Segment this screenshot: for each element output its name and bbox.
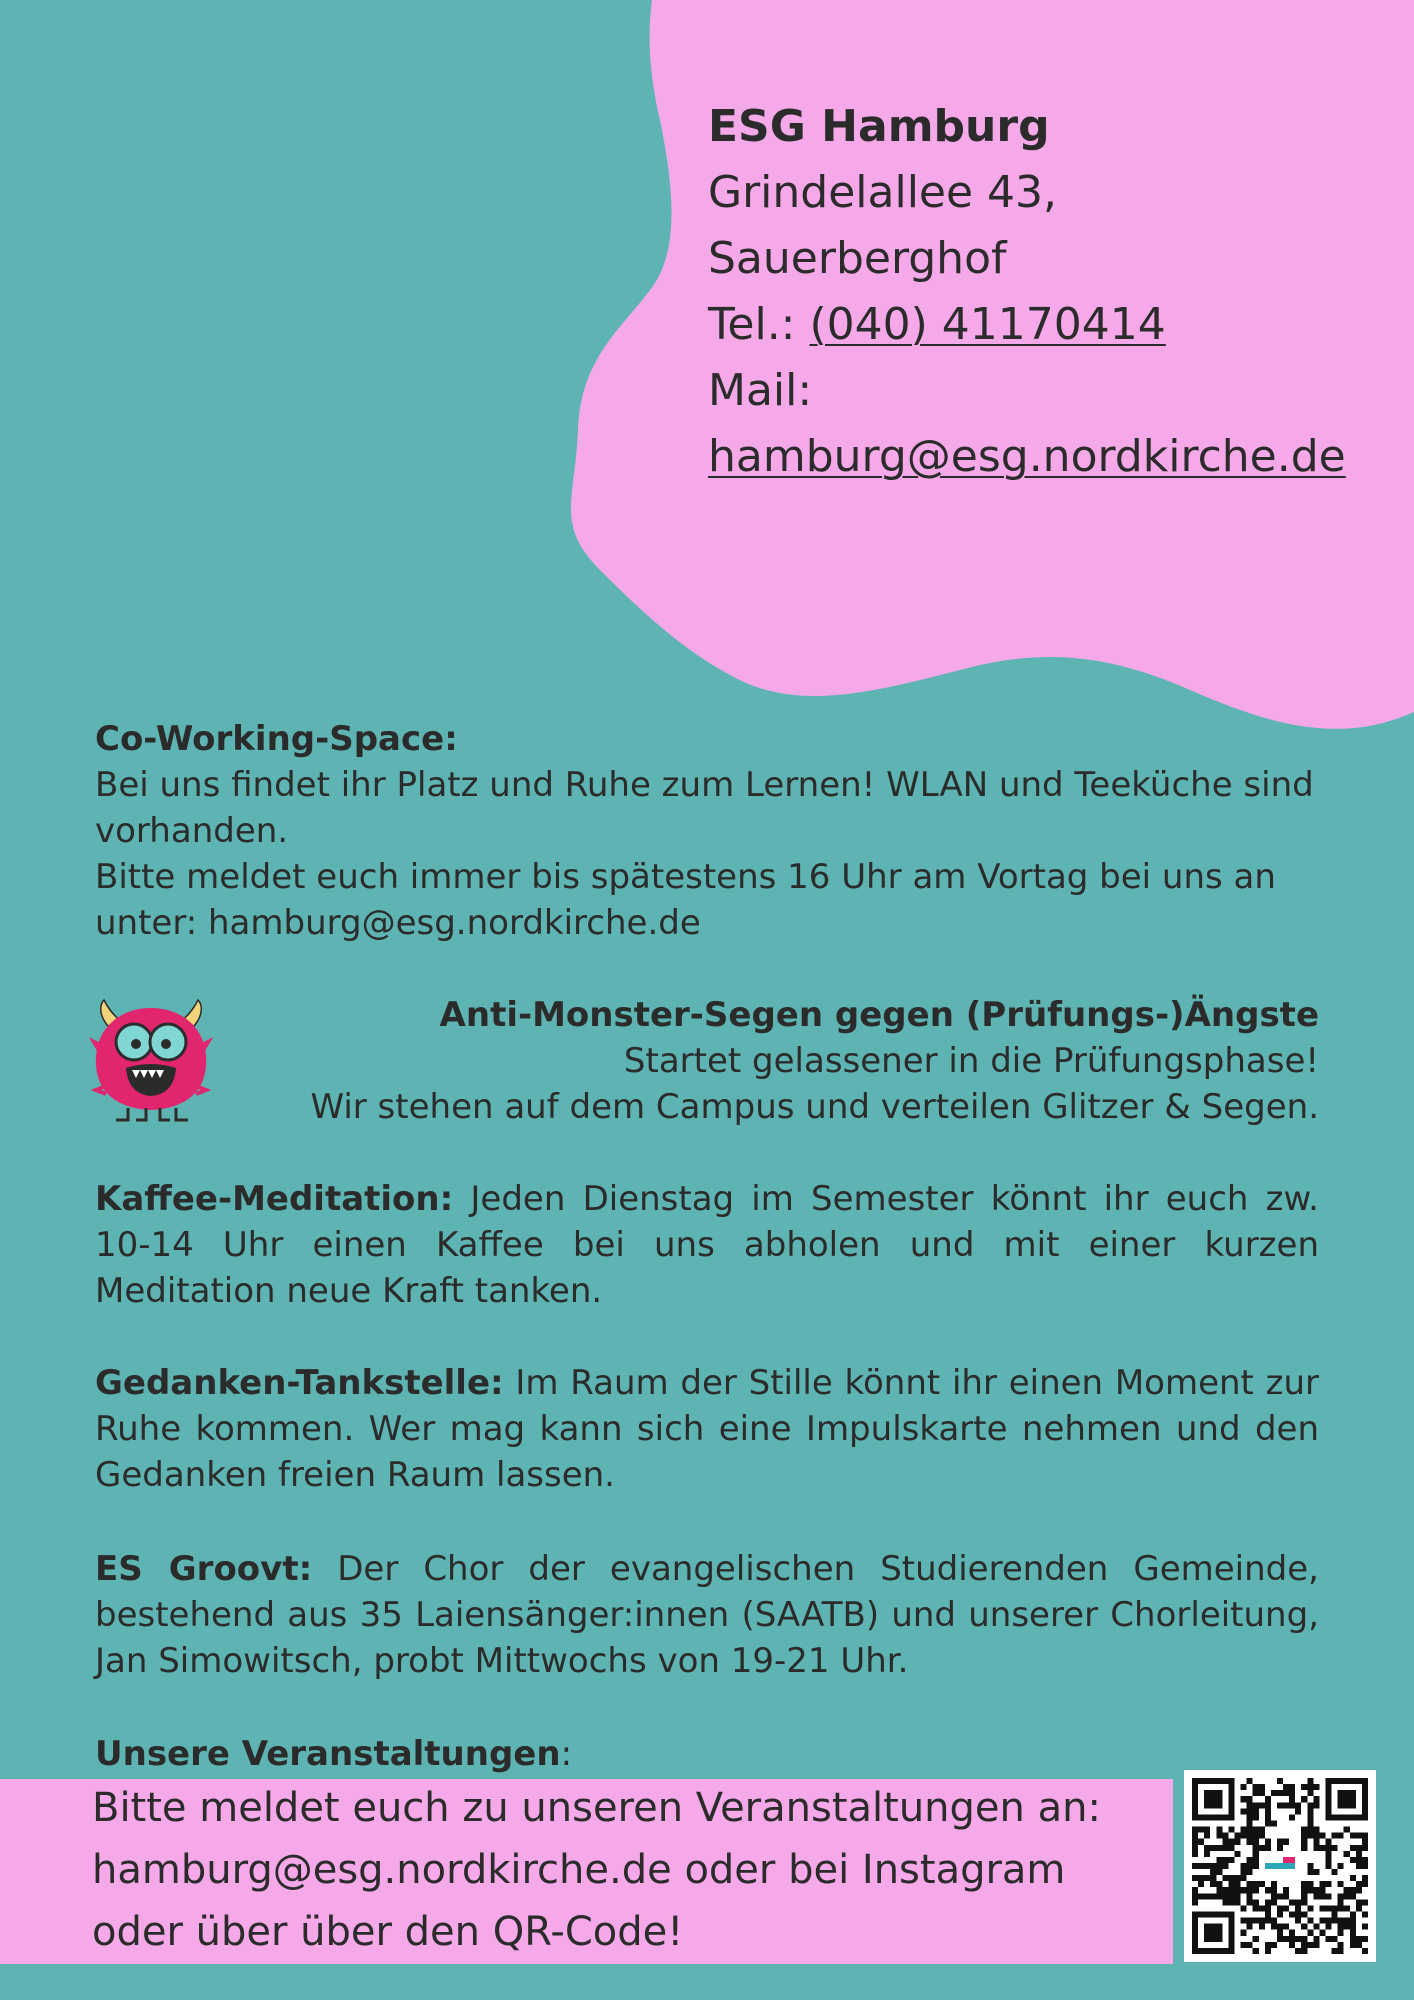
kaffee-text: Jeden Dienstag im Semester könnt ihr euch zw. 10-14 Uhr einen Kaffee bei uns abholen und mit einer kurzen Meditation neue Kraft tanken. (95, 1179, 1319, 1311)
qr-code-icon[interactable] (1192, 1778, 1368, 1954)
anti-monster-text-1: Startet gelassener in die Prüfungsphase! (623, 1041, 1319, 1081)
groovt-section (95, 1546, 1319, 1684)
qr-code-box[interactable] (1184, 1770, 1376, 1962)
events-heading: Unsere Veranstaltungen (95, 1734, 561, 1774)
footer-text (92, 1777, 1162, 1963)
tankstelle-section (95, 1360, 1319, 1498)
coworking-text-1: Bei uns findet ihr Platz und Ruhe zum Lernen! WLAN und Teeküche sind vorhanden. (95, 765, 1314, 851)
footer-line-3: oder über über den QR-Code! (92, 1909, 684, 1955)
kaffee-section (95, 1176, 1319, 1314)
email-link[interactable]: hamburg@esg.nordkirche.de (708, 431, 1346, 482)
anti-monster-section (95, 992, 1319, 1130)
groovt-heading: ES Groovt: (95, 1549, 313, 1589)
groovt-text: Der Chor der evangelischen Studierenden Gemeinde, bestehend aus 35 Laiensänger:innen (SAATB) und unserer Chorleitung, Jan Simowitsch, probt Mittwochs von 19-21 Uhr. (95, 1549, 1319, 1681)
mail-line (708, 424, 1398, 490)
coworking-heading: Co-Working-Space: (95, 719, 458, 759)
anti-monster-heading: Anti-Monster-Segen gegen (Prüfungs-)Ängste (439, 995, 1319, 1035)
footer-line-1: Bitte meldet euch zu unseren Veranstaltungen an: (92, 1785, 1101, 1831)
kaffee-heading: Kaffee-Meditation: (95, 1179, 454, 1219)
building-name: Sauerberghof (708, 233, 1007, 284)
tankstelle-text: Im Raum der Stille könnt ihr einen Moment zur Ruhe kommen. Wer mag kann sich eine Impulskarte nehmen und den Gedanken freien Raum lassen. (95, 1363, 1319, 1495)
phone-line (708, 292, 1398, 358)
coworking-text-2: Bitte meldet euch immer bis spätestens 16 Uhr am Vortag bei uns an unter: hamburg@esg.nordkirche.de (95, 857, 1276, 943)
events-heading-line (95, 1731, 1319, 1777)
tankstelle-heading: Gedanken-Tankstelle: (95, 1363, 504, 1403)
events-colon: : (560, 1734, 573, 1774)
org-name: ESG Hamburg (708, 101, 1050, 152)
footer-line-2: hamburg@esg.nordkirche.de oder bei Instagram (92, 1847, 1066, 1893)
mail-label: Mail: (708, 365, 813, 416)
street-address: Grindelallee 43, (708, 167, 1058, 218)
contact-block (708, 94, 1398, 490)
phone-label: Tel.: (708, 299, 810, 350)
phone-link[interactable]: (040) 41170414 (809, 299, 1166, 350)
anti-monster-text-2: Wir stehen auf dem Campus und verteilen Glitzer & Segen. (310, 1087, 1319, 1127)
coworking-section (95, 716, 1319, 946)
